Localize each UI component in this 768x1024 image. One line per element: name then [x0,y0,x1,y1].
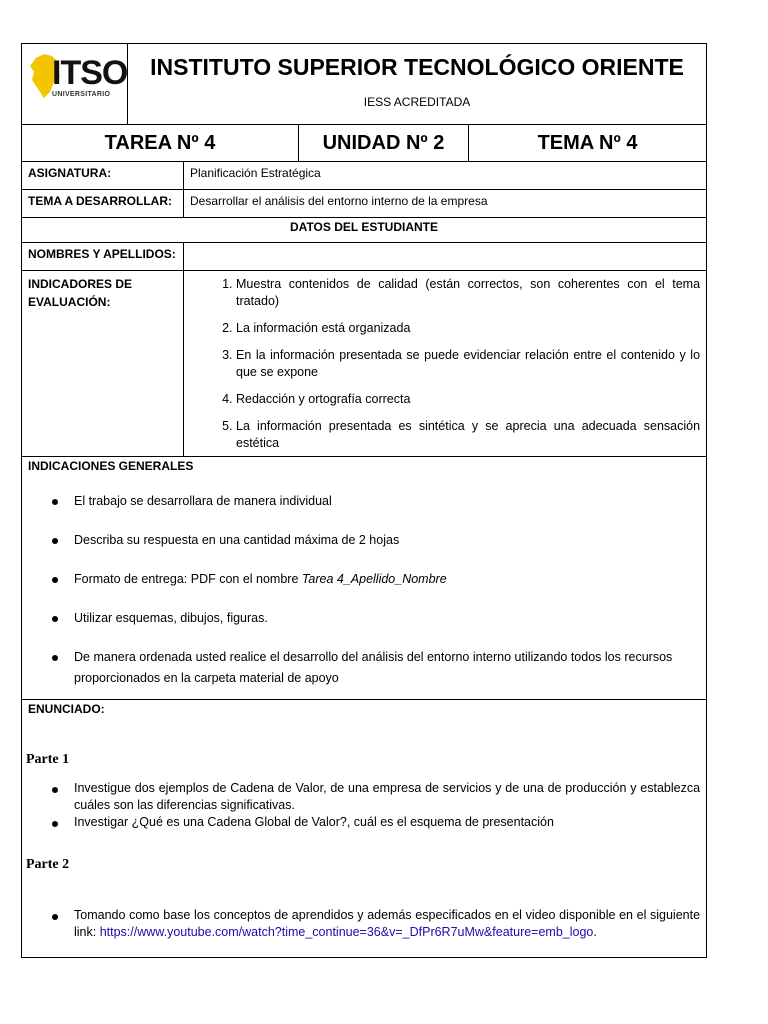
list-item: 5. La información presentada es sintética y se aprecia una adecuada sensación estética [236,418,700,452]
tema-value: Desarrollar el análisis del entorno interno de la empresa [184,190,707,218]
indicadores-label-line2: EVALUACIÓN: [28,295,111,309]
list-item: Describa su respuesta en una cantidad máxima de 2 hojas [52,530,700,551]
tema-title: TEMA Nº 4 [469,125,707,162]
list-item: 1. Muestra contenidos de calidad (están correctos, son coherentes con el tema tratado) [236,276,700,310]
bullet-icon [52,616,58,622]
bullet-icon [52,787,58,793]
indicadores-label-line1: INDICADORES DE [28,277,133,291]
unidad-title: UNIDAD Nº 2 [299,125,469,162]
generales-label: INDICACIONES GENERALES [28,459,194,473]
bullet-icon [52,655,58,661]
parte2-title: Parte 2 [26,857,70,872]
list-item: Investigue dos ejemplos de Cadena de Valor, de una empresa de servicios y de una de producción y establezca cuáles son las diferencias significativas. [52,780,700,814]
enunciado-label: ENUNCIADO: [28,702,105,716]
bullet-icon [52,577,58,583]
tema-row [22,190,707,218]
institution-cell [128,44,707,125]
logo-text: ITSO [52,54,128,92]
list-item: Tomando como base los conceptos de aprendidos y además especificados en el video disponible en el siguiente link: https://www.youtube.com/watch?time_continue=36&v=_DfPr6R7uMw&feature=emb_logo. [52,907,700,941]
bullet-icon [52,499,58,505]
parte2-list [22,907,706,941]
titles-row [22,125,707,162]
tarea-title: TAREA Nº 4 [22,125,299,162]
logo-cell [22,44,128,125]
enunciado-cell [22,700,707,958]
accreditation-text: IESS ACREDITADA [363,95,471,109]
bullet-icon [52,914,58,920]
bullet-icon [52,821,58,827]
institution-title: INSTITUTO SUPERIOR TECNOLÓGICO ORIENTE [150,54,684,80]
nombres-field[interactable] [184,243,707,271]
generales-cell [22,457,707,700]
itso-logo [28,52,128,102]
logo-subtext: UNIVERSITARIO [52,91,111,98]
datos-estudiante-label: DATOS DEL ESTUDIANTE [22,218,707,243]
nombres-label: NOMBRES Y APELLIDOS: [22,243,184,271]
assignment-document [21,43,706,958]
file-name-format: Tarea 4_Apellido_Nombre [301,572,447,586]
parte1-list [22,780,706,831]
list-item: Formato de entrega: PDF con el nombre Tarea 4_Apellido_Nombre [52,569,700,590]
datos-row [22,218,707,243]
list-item: 2. La información está organizada [236,320,700,337]
indicadores-list-cell [184,271,707,457]
tema-label: TEMA A DESARROLLAR: [22,190,184,218]
list-item: El trabajo se desarrollara de manera individual [52,491,700,512]
list-item: 3. En la información presentada se puede evidenciar relación entre el contenido y lo que se expone [236,347,700,381]
list-item: 4. Redacción y ortografía correcta [236,391,700,408]
indicadores-list [184,276,706,452]
assignment-table [21,43,707,958]
list-item: Investigar ¿Qué es una Cadena Global de Valor?, cuál es el esquema de presentación [52,814,700,831]
list-item: Utilizar esquemas, dibujos, figuras. [52,608,700,629]
asignatura-label: ASIGNATURA: [22,162,184,190]
generales-list [22,473,706,699]
asignatura-row [22,162,707,190]
header-row [22,44,707,125]
parte1-title: Parte 1 [26,752,70,767]
video-link[interactable]: https://www.youtube.com/watch?time_continue=36&v=_DfPr6R7uMw&feature=emb_logo [99,925,594,939]
enunciado-row [22,700,707,958]
bullet-icon [52,538,58,544]
indicadores-row [22,271,707,457]
list-item: De manera ordenada usted realice el desarrollo del análisis del entorno interno utilizando todos los recursos proporcionados en la carpeta material de apoyo [52,647,700,689]
indicadores-label [22,271,184,457]
nombres-row [22,243,707,271]
asignatura-value: Planificación Estratégica [184,162,707,190]
generales-row [22,457,707,700]
